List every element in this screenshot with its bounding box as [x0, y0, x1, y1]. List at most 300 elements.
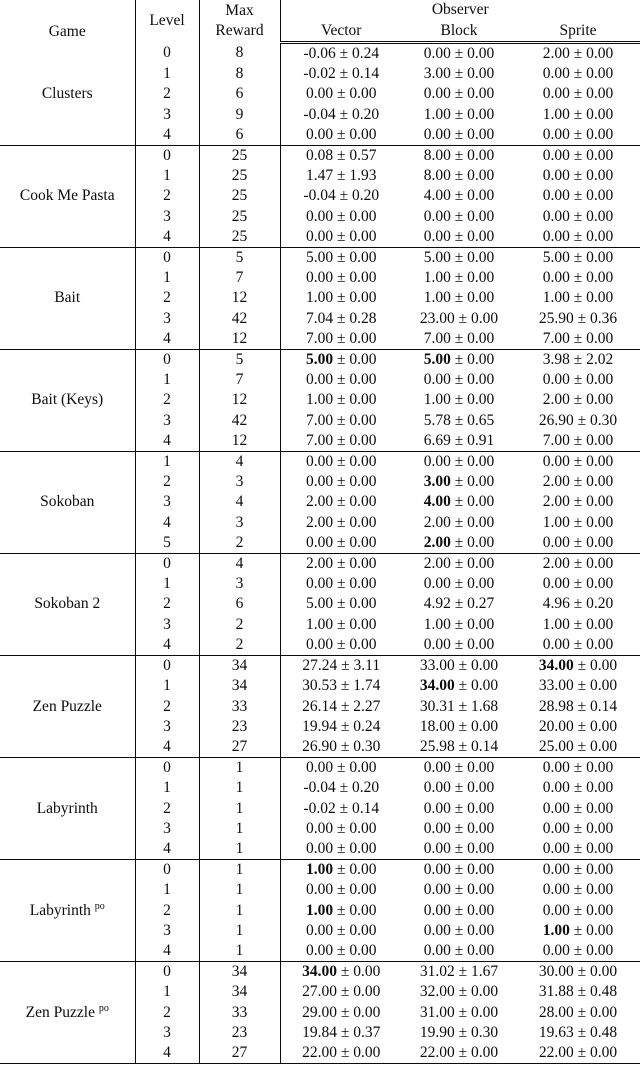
vector-cell: 7.00 ± 0.00	[305, 411, 377, 429]
level-cell: 2	[135, 288, 199, 308]
sprite-cell: 28.00 ± 0.00	[538, 1003, 618, 1021]
max-reward-cell: 33	[199, 1003, 280, 1023]
vector-cell: -0.02 ± 0.14	[303, 799, 380, 817]
block-cell: 4.92 ± 0.27	[423, 595, 495, 613]
partially-observable-superscript: po	[98, 1002, 109, 1014]
vector-cell: 0.00 ± 0.00	[305, 575, 377, 593]
sprite-cell: 33.00 ± 0.00	[538, 677, 618, 695]
max-reward-cell: 1	[199, 778, 280, 798]
block-cell: 5.78 ± 0.65	[423, 411, 495, 429]
level-cell: 0	[135, 248, 199, 269]
sprite-cell: 2.00 ± 0.00	[542, 391, 614, 409]
sprite-cell: 0.00 ± 0.00	[542, 453, 614, 471]
vector-cell: 1.00 ± 0.00	[305, 615, 377, 633]
block-cell: 22.00 ± 0.00	[419, 1043, 499, 1061]
game-name: Bait (Keys)	[31, 391, 104, 409]
sprite-cell: 0.00 ± 0.00	[542, 759, 614, 777]
sprite-cell: 2.00 ± 0.00	[542, 473, 614, 491]
max-reward-cell: 9	[199, 105, 280, 125]
level-cell: 4	[135, 431, 199, 452]
table-row	[0, 860, 640, 881]
level-cell: 2	[135, 594, 199, 614]
best-mean-value: 34.00	[538, 657, 574, 675]
level-cell: 2	[135, 901, 199, 921]
max-reward-cell: 27	[199, 1043, 280, 1064]
max-reward-cell: 12	[199, 390, 280, 410]
max-reward-cell: 25	[199, 146, 280, 167]
max-reward-cell: 1	[199, 819, 280, 839]
level-cell: 0	[135, 656, 199, 677]
block-cell: 0.00 ± 0.00	[423, 779, 495, 797]
vector-cell: 0.00 ± 0.00	[305, 453, 377, 471]
sprite-cell: 1.00 ± 0.00	[542, 513, 614, 531]
max-reward-cell: 1	[199, 839, 280, 860]
table-row	[0, 146, 640, 167]
max-reward-cell: 23	[199, 1023, 280, 1043]
block-cell: 0.00 ± 0.00	[423, 941, 495, 959]
sprite-cell: 2.00 ± 0.00	[542, 555, 614, 573]
level-cell: 3	[135, 105, 199, 125]
game-section	[0, 146, 640, 248]
level-cell: 4	[135, 635, 199, 656]
max-reward-cell: 1	[199, 941, 280, 962]
vector-cell: 34.00 ± 0.00	[302, 963, 381, 981]
level-cell: 3	[135, 717, 199, 737]
table-row	[0, 350, 640, 371]
max-reward-cell: 8	[199, 64, 280, 84]
max-reward-cell: 6	[199, 125, 280, 146]
header-max-line1: Max	[225, 1, 254, 19]
max-reward-cell: 4	[199, 554, 280, 575]
level-cell: 4	[135, 513, 199, 533]
block-cell: 0.00 ± 0.00	[423, 759, 495, 777]
level-cell: 3	[135, 492, 199, 512]
vector-cell: 0.00 ± 0.00	[305, 921, 377, 939]
header-observer: Observer	[431, 1, 489, 18]
level-cell: 0	[135, 43, 199, 65]
vector-cell: 0.00 ± 0.00	[305, 839, 377, 857]
level-cell: 4	[135, 839, 199, 860]
vector-cell: -0.04 ± 0.20	[303, 187, 380, 205]
sprite-cell: 0.00 ± 0.00	[542, 167, 614, 185]
sprite-cell: 0.00 ± 0.00	[542, 371, 614, 389]
block-cell: 0.00 ± 0.00	[423, 635, 495, 653]
game-section	[0, 656, 640, 758]
max-reward-cell: 34	[199, 656, 280, 677]
max-reward-cell: 12	[199, 288, 280, 308]
max-reward-cell: 5	[199, 248, 280, 269]
sprite-cell: 2.00 ± 0.00	[542, 45, 614, 62]
vector-cell: 0.00 ± 0.00	[305, 207, 377, 225]
sprite-cell: 20.00 ± 0.00	[538, 717, 618, 735]
max-reward-cell: 27	[199, 737, 280, 758]
vector-cell: 1.00 ± 0.00	[305, 901, 377, 919]
vector-cell: 1.00 ± 0.00	[305, 861, 377, 879]
vector-cell: -0.04 ± 0.20	[303, 105, 380, 123]
game-name: Sokoban	[40, 493, 95, 511]
table-row	[0, 43, 640, 65]
level-cell: 1	[135, 778, 199, 798]
block-cell: 32.00 ± 0.00	[419, 983, 499, 1001]
sprite-cell: 34.00 ± 0.00	[538, 657, 618, 675]
level-cell: 1	[135, 166, 199, 186]
vector-cell: 0.00 ± 0.00	[305, 635, 377, 653]
level-cell: 4	[135, 125, 199, 146]
block-cell: 0.00 ± 0.00	[423, 901, 495, 919]
vector-cell: 5.00 ± 0.00	[305, 351, 377, 369]
sprite-cell: 0.00 ± 0.00	[542, 861, 614, 879]
vector-cell: -0.02 ± 0.14	[303, 65, 380, 83]
level-cell: 2	[135, 697, 199, 717]
sprite-cell: 0.00 ± 0.00	[542, 207, 614, 225]
block-cell: 33.00 ± 0.00	[419, 657, 499, 675]
block-cell: 1.00 ± 0.00	[423, 391, 495, 409]
block-cell: 0.00 ± 0.00	[423, 881, 495, 899]
vector-cell: 0.08 ± 0.57	[305, 147, 377, 165]
block-cell: 3.00 ± 0.00	[423, 65, 495, 83]
best-mean-value: 4.00	[423, 493, 451, 511]
block-cell: 0.00 ± 0.00	[423, 453, 495, 471]
block-cell: 4.00 ± 0.00	[423, 493, 495, 511]
block-cell: 23.00 ± 0.00	[419, 309, 499, 327]
level-cell: 3	[135, 921, 199, 941]
block-cell: 2.00 ± 0.00	[423, 533, 495, 551]
sprite-cell: 1.00 ± 0.00	[542, 289, 614, 307]
max-reward-cell: 4	[199, 492, 280, 512]
vector-cell: 0.00 ± 0.00	[305, 371, 377, 389]
vector-cell: 1.00 ± 0.00	[305, 391, 377, 409]
block-cell: 0.00 ± 0.00	[423, 575, 495, 593]
level-cell: 1	[135, 268, 199, 288]
block-cell: 1.00 ± 0.00	[423, 289, 495, 307]
max-reward-cell: 2	[199, 533, 280, 554]
block-cell: 0.00 ± 0.00	[423, 207, 495, 225]
game-name: Clusters	[41, 84, 93, 102]
table-row	[0, 248, 640, 269]
sprite-cell: 1.00 ± 0.00	[542, 615, 614, 633]
game-name: Zen Puzzle	[32, 697, 102, 715]
block-cell: 0.00 ± 0.00	[423, 819, 495, 837]
game-section	[0, 554, 640, 656]
vector-cell: -0.06 ± 0.24	[303, 45, 380, 62]
vector-cell: 30.53 ± 1.74	[302, 677, 381, 695]
best-mean-value: 1.00	[305, 861, 334, 879]
max-reward-cell: 34	[199, 982, 280, 1002]
table-row	[0, 758, 640, 779]
vector-cell: 0.00 ± 0.00	[305, 473, 377, 491]
level-cell: 1	[135, 370, 199, 390]
block-cell: 8.00 ± 0.00	[423, 167, 495, 185]
game-section	[0, 962, 640, 1064]
game-name: Zen Puzzle $^{po}$	[25, 1002, 109, 1021]
level-cell: 1	[135, 880, 199, 900]
vector-cell: 19.94 ± 0.24	[302, 717, 381, 735]
sprite-cell: 0.00 ± 0.00	[542, 533, 614, 551]
game-section	[0, 43, 640, 146]
vector-cell: 0.00 ± 0.00	[305, 533, 377, 551]
level-cell: 0	[135, 554, 199, 575]
block-cell: 7.00 ± 0.00	[423, 329, 495, 347]
sprite-cell: 28.98 ± 0.14	[538, 697, 618, 715]
block-cell: 3.00 ± 0.00	[423, 473, 495, 491]
block-cell: 19.90 ± 0.30	[419, 1023, 499, 1041]
best-mean-value: 1.00	[542, 921, 570, 939]
sprite-cell: 0.00 ± 0.00	[542, 147, 614, 165]
level-cell: 4	[135, 737, 199, 758]
max-reward-cell: 1	[199, 880, 280, 900]
vector-cell: 5.00 ± 0.00	[305, 595, 377, 613]
vector-cell: 29.00 ± 0.00	[302, 1003, 381, 1021]
header-block: Block	[402, 21, 516, 43]
level-cell: 1	[135, 574, 199, 594]
max-reward-cell: 25	[199, 166, 280, 186]
level-cell: 4	[135, 227, 199, 248]
header-max-reward	[199, 0, 280, 43]
level-cell: 3	[135, 819, 199, 839]
partially-observable-superscript: po	[94, 900, 105, 912]
sprite-cell: 5.00 ± 0.00	[542, 249, 614, 267]
max-reward-cell: 2	[199, 615, 280, 635]
sprite-cell: 25.90 ± 0.36	[538, 309, 618, 327]
sprite-cell: 7.00 ± 0.00	[542, 431, 614, 449]
vector-cell: 2.00 ± 0.00	[305, 513, 377, 531]
level-cell: 1	[135, 676, 199, 696]
block-cell: 0.00 ± 0.00	[423, 45, 495, 62]
sprite-cell: 2.00 ± 0.00	[542, 493, 614, 511]
block-cell: 2.00 ± 0.00	[423, 513, 495, 531]
vector-cell: 22.00 ± 0.00	[302, 1043, 381, 1061]
max-reward-cell: 34	[199, 676, 280, 696]
max-reward-cell: 6	[199, 594, 280, 614]
max-reward-cell: 42	[199, 411, 280, 431]
max-reward-cell: 1	[199, 901, 280, 921]
table-header	[0, 0, 640, 43]
sprite-cell: 0.00 ± 0.00	[542, 575, 614, 593]
max-reward-cell: 8	[199, 43, 280, 65]
level-cell: 2	[135, 186, 199, 206]
game-name: Sokoban 2	[34, 595, 101, 613]
level-cell: 4	[135, 1043, 199, 1064]
sprite-cell: 0.00 ± 0.00	[542, 839, 614, 857]
block-cell: 0.00 ± 0.00	[423, 799, 495, 817]
vector-cell: 0.00 ± 0.00	[305, 759, 377, 777]
vector-cell: 1.47 ± 1.93	[305, 167, 377, 185]
vector-cell: 2.00 ± 0.00	[305, 555, 377, 573]
header-level: Level	[135, 0, 199, 43]
best-mean-value: 5.00	[305, 351, 334, 369]
game-section	[0, 452, 640, 554]
max-reward-cell: 4	[199, 452, 280, 473]
block-cell: 5.00 ± 0.00	[423, 351, 495, 369]
level-cell: 3	[135, 1023, 199, 1043]
level-cell: 2	[135, 84, 199, 104]
level-cell: 4	[135, 941, 199, 962]
vector-cell: 7.00 ± 0.00	[305, 431, 377, 449]
max-reward-cell: 5	[199, 350, 280, 371]
game-name: Labyrinth	[36, 799, 98, 817]
level-cell: 3	[135, 309, 199, 329]
sprite-cell: 0.00 ± 0.00	[542, 187, 614, 205]
max-reward-cell: 23	[199, 717, 280, 737]
vector-cell: 2.00 ± 0.00	[305, 493, 377, 511]
max-reward-cell: 42	[199, 309, 280, 329]
sprite-cell: 31.88 ± 0.48	[538, 983, 618, 1001]
block-cell: 5.00 ± 0.00	[423, 249, 495, 267]
max-reward-cell: 12	[199, 329, 280, 350]
vector-cell: 27.00 ± 0.00	[302, 983, 381, 1001]
max-reward-cell: 25	[199, 186, 280, 206]
max-reward-cell: 33	[199, 697, 280, 717]
max-reward-cell: 1	[199, 921, 280, 941]
best-mean-value: 34.00	[302, 963, 337, 981]
sprite-cell: 0.00 ± 0.00	[542, 819, 614, 837]
block-cell: 18.00 ± 0.00	[419, 717, 499, 735]
max-reward-cell: 1	[199, 799, 280, 819]
vector-cell: 19.84 ± 0.37	[302, 1023, 381, 1041]
header-max-line2: Reward	[215, 22, 264, 40]
vector-cell: -0.04 ± 0.20	[303, 779, 380, 797]
max-reward-cell: 25	[199, 207, 280, 227]
sprite-cell: 4.96 ± 0.20	[542, 595, 614, 613]
vector-cell: 0.00 ± 0.00	[305, 125, 377, 143]
level-cell: 0	[135, 146, 199, 167]
block-cell: 8.00 ± 0.00	[423, 147, 495, 165]
block-cell: 25.98 ± 0.14	[419, 737, 499, 755]
table-row	[0, 452, 640, 473]
game-section	[0, 860, 640, 962]
vector-cell: 0.00 ± 0.00	[305, 85, 377, 103]
max-reward-cell: 3	[199, 574, 280, 594]
best-mean-value: 3.00	[423, 473, 451, 491]
level-cell: 0	[135, 758, 199, 779]
game-section	[0, 758, 640, 860]
sprite-cell: 0.00 ± 0.00	[542, 901, 614, 919]
sprite-cell: 0.00 ± 0.00	[542, 941, 614, 959]
sprite-cell: 1.00 ± 0.00	[542, 921, 614, 939]
block-cell: 31.00 ± 0.00	[419, 1003, 499, 1021]
game-section	[0, 248, 640, 350]
block-cell: 0.00 ± 0.00	[423, 839, 495, 857]
best-mean-value: 1.00	[305, 901, 334, 919]
level-cell: 1	[135, 64, 199, 84]
sprite-cell: 22.00 ± 0.00	[538, 1043, 618, 1061]
block-cell: 1.00 ± 0.00	[423, 105, 495, 123]
vector-cell: 27.24 ± 3.11	[302, 657, 381, 675]
max-reward-cell: 3	[199, 513, 280, 533]
vector-cell: 1.00 ± 0.00	[305, 289, 377, 307]
level-cell: 3	[135, 615, 199, 635]
level-cell: 2	[135, 1003, 199, 1023]
level-cell: 4	[135, 329, 199, 350]
header-game: Game	[48, 23, 86, 40]
sprite-cell: 7.00 ± 0.00	[542, 329, 614, 347]
block-cell: 0.00 ± 0.00	[423, 861, 495, 879]
max-reward-cell: 1	[199, 860, 280, 881]
sprite-cell: 0.00 ± 0.00	[542, 65, 614, 83]
block-cell: 2.00 ± 0.00	[423, 555, 495, 573]
block-cell: 30.31 ± 1.68	[419, 697, 499, 715]
vector-cell: 5.00 ± 0.00	[305, 249, 377, 267]
level-cell: 2	[135, 799, 199, 819]
vector-cell: 26.90 ± 0.30	[302, 737, 381, 755]
level-cell: 3	[135, 207, 199, 227]
sprite-cell: 0.00 ± 0.00	[542, 269, 614, 287]
game-name: Cook Me Pasta	[19, 187, 115, 205]
block-cell: 0.00 ± 0.00	[423, 85, 495, 103]
max-reward-cell: 3	[199, 472, 280, 492]
sprite-cell: 0.00 ± 0.00	[542, 227, 614, 245]
max-reward-cell: 7	[199, 370, 280, 390]
block-cell: 31.02 ± 1.67	[419, 963, 499, 981]
game-name: Labyrinth $^{po}$	[29, 900, 105, 919]
level-cell: 0	[135, 350, 199, 371]
level-cell: 0	[135, 860, 199, 881]
max-reward-cell: 6	[199, 84, 280, 104]
max-reward-cell: 12	[199, 431, 280, 452]
header-sprite: Sprite	[516, 21, 640, 43]
block-cell: 0.00 ± 0.00	[423, 227, 495, 245]
table-row	[0, 962, 640, 983]
block-cell: 0.00 ± 0.00	[423, 921, 495, 939]
level-cell: 2	[135, 390, 199, 410]
vector-cell: 0.00 ± 0.00	[305, 227, 377, 245]
best-mean-value: 2.00	[423, 533, 451, 551]
level-cell: 5	[135, 533, 199, 554]
max-reward-cell: 2	[199, 635, 280, 656]
table-row	[0, 554, 640, 575]
sprite-cell: 1.00 ± 0.00	[542, 105, 614, 123]
sprite-cell: 0.00 ± 0.00	[542, 881, 614, 899]
sprite-cell: 25.00 ± 0.00	[538, 737, 618, 755]
max-reward-cell: 1	[199, 758, 280, 779]
level-cell: 0	[135, 962, 199, 983]
vector-cell: 0.00 ± 0.00	[305, 881, 377, 899]
level-cell: 1	[135, 982, 199, 1002]
sprite-cell: 0.00 ± 0.00	[542, 85, 614, 103]
sprite-cell: 26.90 ± 0.30	[538, 411, 618, 429]
game-name: Bait	[54, 289, 81, 307]
vector-cell: 0.00 ± 0.00	[305, 941, 377, 959]
block-cell: 1.00 ± 0.00	[423, 615, 495, 633]
block-cell: 6.69 ± 0.91	[423, 431, 495, 449]
table-row	[0, 656, 640, 677]
sprite-cell: 0.00 ± 0.00	[542, 799, 614, 817]
level-cell: 3	[135, 411, 199, 431]
sprite-cell: 0.00 ± 0.00	[542, 125, 614, 143]
block-cell: 0.00 ± 0.00	[423, 371, 495, 389]
vector-cell: 26.14 ± 2.27	[302, 697, 381, 715]
block-cell: 0.00 ± 0.00	[423, 125, 495, 143]
sprite-cell: 30.00 ± 0.00	[538, 963, 618, 981]
vector-cell: 7.04 ± 0.28	[305, 309, 377, 327]
header-vector: Vector	[280, 21, 402, 43]
best-mean-value: 34.00	[419, 677, 455, 695]
sprite-cell: 3.98 ± 2.02	[542, 351, 614, 369]
sprite-cell: 0.00 ± 0.00	[542, 779, 614, 797]
level-cell: 1	[135, 452, 199, 473]
max-reward-cell: 25	[199, 227, 280, 248]
best-mean-value: 5.00	[423, 351, 451, 369]
vector-cell: 0.00 ± 0.00	[305, 269, 377, 287]
max-reward-cell: 34	[199, 962, 280, 983]
block-cell: 4.00 ± 0.00	[423, 187, 495, 205]
game-section	[0, 350, 640, 452]
sprite-cell: 0.00 ± 0.00	[542, 635, 614, 653]
block-cell: 34.00 ± 0.00	[419, 677, 499, 695]
level-cell: 2	[135, 472, 199, 492]
vector-cell: 0.00 ± 0.00	[305, 819, 377, 837]
block-cell: 1.00 ± 0.00	[423, 269, 495, 287]
